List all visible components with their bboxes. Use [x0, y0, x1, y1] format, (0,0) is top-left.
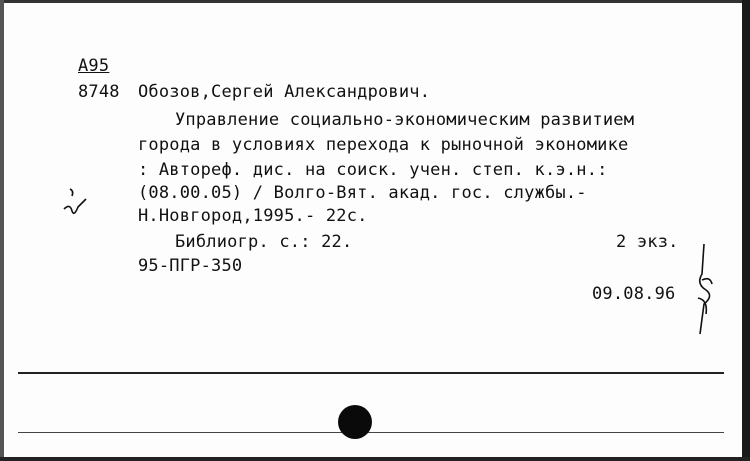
title-line: Управление социально-экономическим развитием — [175, 110, 635, 130]
title-line: : Автореф. дис. на соиск. учен. степ. к.э.н.: — [138, 160, 608, 180]
card-bottom-edge — [0, 457, 750, 461]
record-code: 95-ПГР-350 — [138, 256, 243, 276]
author-heading: Обозов,Сергей Александрович. — [138, 82, 431, 102]
card-left-edge — [0, 0, 4, 461]
card-punch-hole — [338, 405, 372, 439]
bottom-rule-thin — [18, 432, 724, 433]
handwritten-signature-icon — [688, 240, 718, 345]
copies-count: 2 экз. — [616, 232, 679, 252]
call-number-bottom: 8748 — [78, 82, 120, 102]
card-top-edge — [0, 0, 750, 3]
imprint-line: Н.Новгород,1995.- 22с. — [138, 206, 368, 226]
handwritten-mark-icon — [60, 185, 100, 225]
bibliography-note: Библиогр. с.: 22. — [175, 232, 353, 252]
title-line: (08.00.05) / Волго-Вят. акад. гос. службы.- — [138, 183, 587, 203]
bottom-rule — [18, 372, 724, 374]
call-number-top: А95 — [78, 56, 110, 76]
card-right-edge — [742, 0, 750, 461]
date-stamp: 09.08.96 — [592, 284, 676, 304]
title-line: города в условиях перехода к рыночной экономике — [138, 135, 629, 155]
